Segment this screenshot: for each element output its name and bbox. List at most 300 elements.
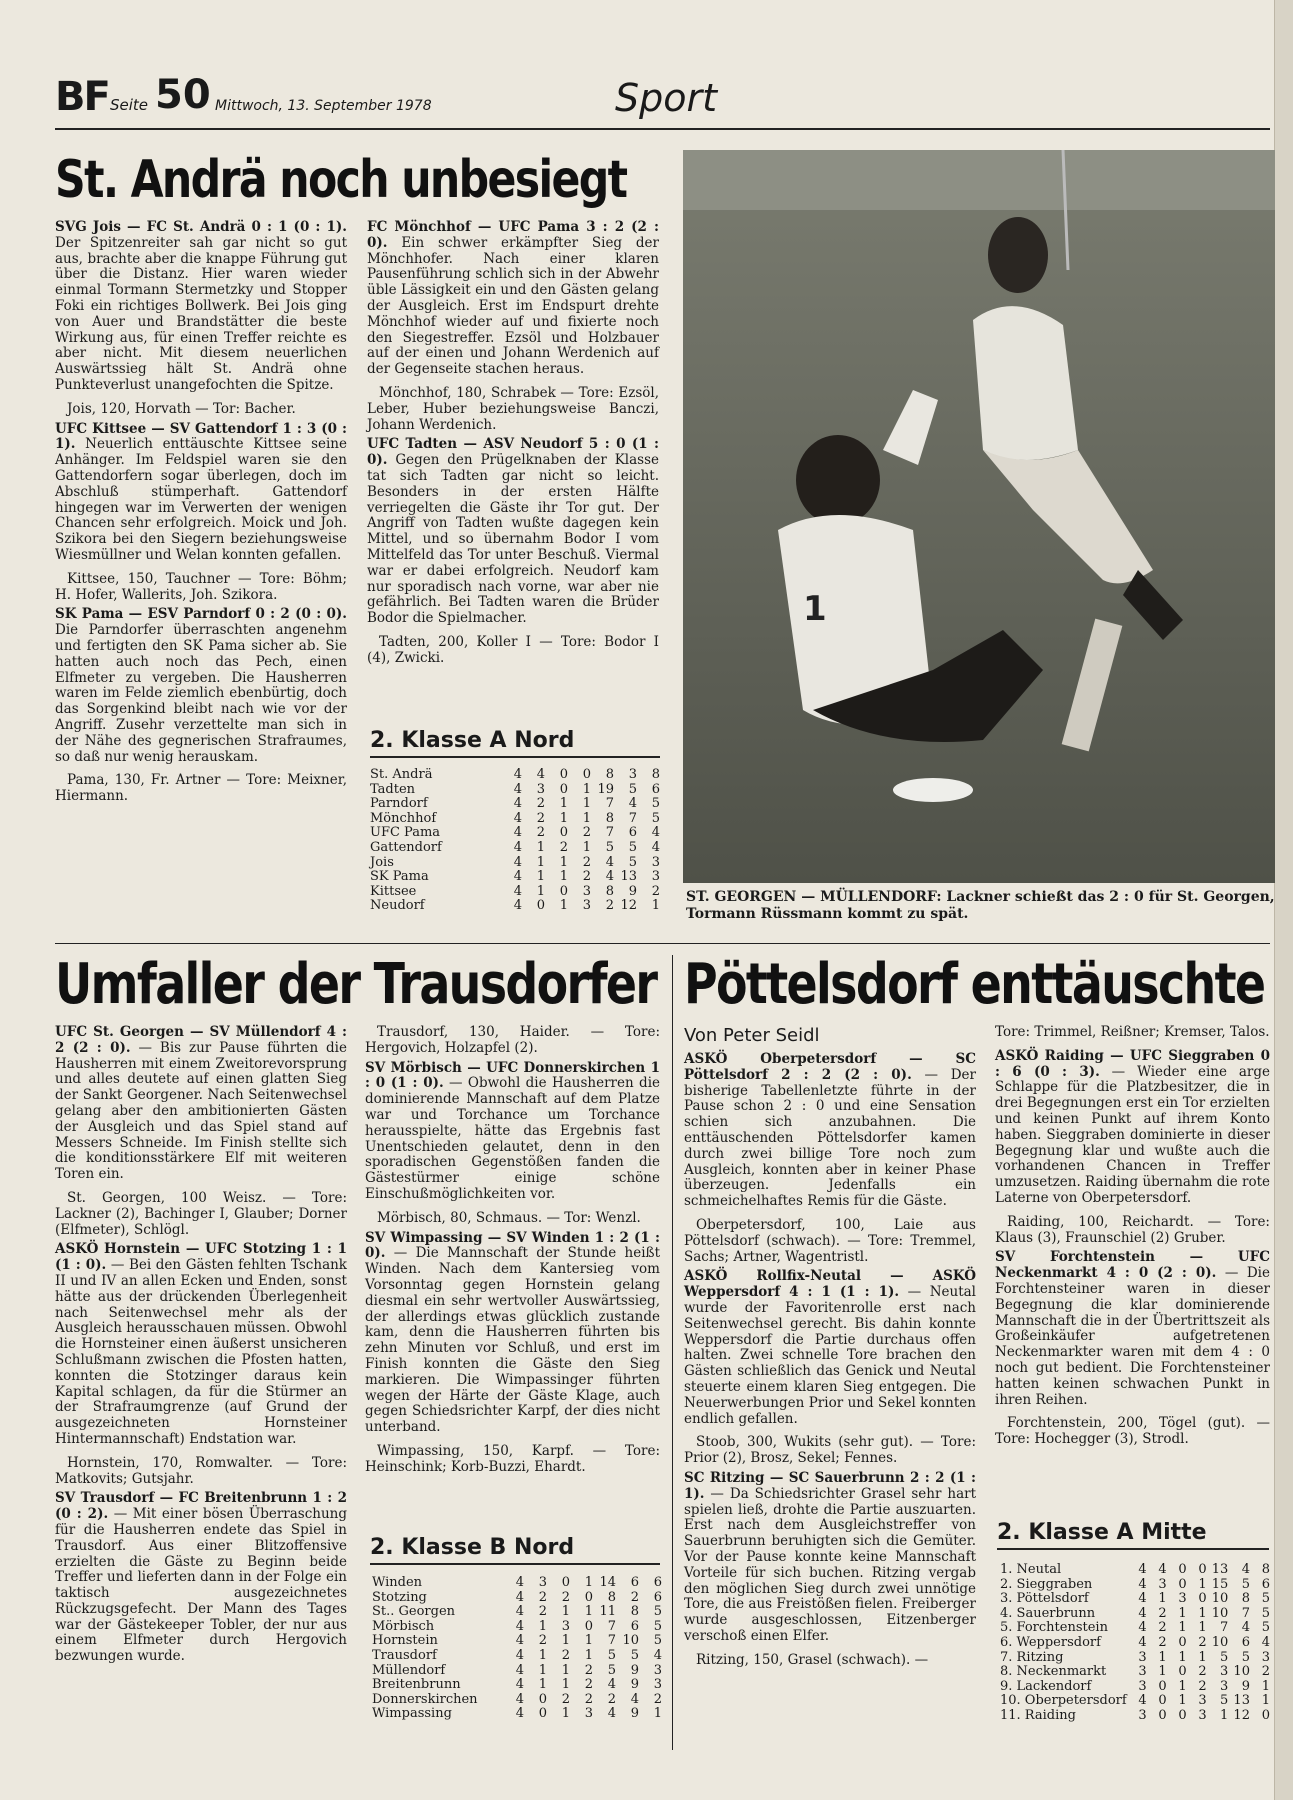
paragraph-text: St. Georgen, 100 Weisz. — Tore: Lackner (2), Bachinger I, Glauber; Dorner (Elfmeter), Schlögl. — [55, 1189, 347, 1238]
match-result-lead: ASKÖ Hornstein — UFC Stotzing 1 : 1 (1 : 0). — [55, 1241, 347, 1274]
table-cell: 13 — [1211, 1562, 1229, 1577]
table-cell: 1 — [1178, 1605, 1187, 1621]
table-cell: 7 — [605, 825, 614, 841]
table-cell: 5 — [653, 1618, 662, 1634]
table-cell: 2 — [1158, 1634, 1167, 1650]
table-cell: 2 — [653, 1691, 662, 1707]
paragraph-text: Wimpassing, 150, Karpf. — Tore: Heinschink; Korb-Buzzi, Ehardt. — [365, 1442, 660, 1475]
table-cell: 5 — [630, 1647, 639, 1663]
table-cell: 4 — [1241, 1620, 1250, 1636]
table-cell: 0 — [584, 1589, 593, 1605]
paragraph — [365, 1061, 660, 1203]
table-row — [1000, 1709, 1270, 1724]
team-name: Wimpassing — [372, 1706, 452, 1722]
table-cell: 2 — [538, 1604, 547, 1620]
table-cell: 4 — [515, 1677, 524, 1693]
table-cell: 0 — [1261, 1707, 1270, 1723]
table-cell: 1 — [1178, 1649, 1187, 1665]
match-result-lead: SVG Jois — FC St. Andrä 0 : 1 (0 : 1). — [55, 219, 347, 235]
table-cell: 1 — [1198, 1605, 1207, 1621]
table-cell: 10 — [1211, 1634, 1229, 1650]
paragraph-text: Gegen den Prügelknaben der Klasse tat sich Tadten gar nicht so leicht. Besonders in der ersten Hälfte verriegelten die Gäste ihr Tor gut. Der Angriff von Tadten wußte dagegen kein Mittel, und so übernahm Bodor I vom Mittelfeld das Tor unter Beschuß. Viermal war er dabei erfolgreich. Neudorf kam nur sporadisch nach vorne, war aber nie gefährlich. Bei Tadten waren die Brüder Bodor die Spielmacher. — [367, 452, 659, 627]
article2-column-2 — [365, 1025, 660, 1480]
paragraph — [684, 1052, 976, 1210]
table-cell: 2 — [607, 1691, 616, 1707]
table-row — [370, 870, 660, 885]
table-cell: 4 — [513, 883, 522, 899]
table-cell: 5 — [1220, 1693, 1229, 1709]
table-cell: 2 — [605, 898, 614, 914]
table-cell: 4 — [515, 1647, 524, 1663]
table-cell: 9 — [630, 1677, 639, 1693]
team-name: Tadten — [370, 781, 416, 797]
photo-caption — [686, 889, 1276, 923]
paragraph-text: Trausdorf, 130, Haider. — Tore: Hergovich, Holzapfel (2). — [365, 1024, 660, 1056]
team-name: Jois — [370, 854, 394, 870]
table-cell: 9 — [1241, 1678, 1250, 1694]
team-name: 5. Forchtenstein — [1000, 1620, 1108, 1636]
table-cell: 3 — [1178, 1591, 1187, 1607]
table-cell: 1 — [582, 839, 591, 855]
table-cell: 2 — [559, 839, 568, 855]
table-cell: 3 — [1198, 1707, 1207, 1723]
table-cell: 3 — [653, 1662, 662, 1678]
article2-headline: Umfaller der Trausdorfer — [55, 952, 657, 1017]
match-result-lead: SV Trausdorf — FC Breitenbrunn 1 : 2 (0 : 2). — [55, 1490, 347, 1523]
table-cell: 1 — [1178, 1678, 1187, 1694]
paragraph — [55, 422, 347, 564]
table-cell: 2 — [1198, 1664, 1207, 1680]
table-cell: 1 — [651, 898, 660, 914]
table-cell: 1 — [1198, 1620, 1207, 1636]
table-cell: 0 — [559, 825, 568, 841]
paragraph — [365, 1025, 660, 1057]
table-cell: 0 — [1198, 1591, 1207, 1607]
table-cell: 0 — [1158, 1693, 1167, 1709]
table-cell: 0 — [1158, 1678, 1167, 1694]
table-row — [372, 1678, 662, 1693]
table-row — [372, 1664, 662, 1679]
horizontal-rule — [55, 943, 1270, 944]
table-cell: 0 — [1158, 1707, 1167, 1723]
table-cell: 1 — [584, 1604, 593, 1620]
table-row — [1000, 1592, 1270, 1607]
table-cell: 0 — [538, 1691, 547, 1707]
article1-column-1 — [55, 220, 347, 809]
table-cell: 5 — [607, 1662, 616, 1678]
table-row — [1000, 1665, 1270, 1680]
table-row — [372, 1576, 662, 1591]
paragraph-text: Tore: Trimmel, Reißner; Kremser, Talos. — [995, 1024, 1270, 1040]
table-cell: 4 — [628, 796, 637, 812]
table-cell: 4 — [605, 869, 614, 885]
table-cell: 1 — [536, 839, 545, 855]
table-cell: 5 — [628, 781, 637, 797]
table-cell: 1 — [561, 1677, 570, 1693]
table-cell: 5 — [651, 810, 660, 826]
issue-date: Mittwoch, 13. September 1978 — [215, 98, 432, 114]
table-cell: 3 — [582, 898, 591, 914]
table-cell: 6 — [653, 1575, 662, 1590]
table-cell: 14 — [599, 1575, 616, 1590]
table-cell: 7 — [1220, 1620, 1229, 1636]
paragraph — [367, 635, 659, 667]
paragraph — [55, 773, 347, 805]
table-cell: 2 — [1198, 1634, 1207, 1650]
table-cell: 1 — [584, 1647, 593, 1663]
team-name: Müllendorf — [372, 1662, 446, 1678]
table-cell: 1 — [1261, 1678, 1270, 1694]
paragraph-text: Oberpetersdorf, 100, Laie aus Pöttelsdorf (schwach). — Tore: Tremmel, Sachs; Artner, Wagentristl. — [684, 1216, 976, 1265]
table-cell: 7 — [607, 1618, 616, 1634]
photo-illustration — [683, 150, 1275, 883]
table-cell: 4 — [515, 1589, 524, 1605]
table-cell: 4 — [630, 1691, 639, 1707]
table-cell: 4 — [515, 1604, 524, 1620]
table-cell: 0 — [1178, 1664, 1187, 1680]
paragraph-text: Mönchhof, 180, Schrabek — Tore: Ezsöl, Leber, Huber beziehungsweise Banczi, Johann Werdenich. — [367, 384, 659, 433]
table-cell: 7 — [607, 1633, 616, 1649]
table-cell: 1 — [1178, 1620, 1187, 1636]
paragraph-text: Stoob, 300, Wukits (sehr gut). — Tore: Prior (2), Brosz, Sekel; Fennes. — [684, 1434, 976, 1467]
table-cell: 6 — [630, 1618, 639, 1634]
table-row — [370, 856, 660, 871]
table-cell: 4 — [513, 781, 522, 797]
team-name: 2. Sieggraben — [1000, 1576, 1093, 1592]
table-cell: 6 — [630, 1575, 639, 1590]
team-name: Mörbisch — [372, 1618, 435, 1634]
table-cell: 3 — [582, 883, 591, 899]
table-row — [1000, 1680, 1270, 1695]
table-cell: 4 — [1261, 1634, 1270, 1650]
table-cell: 1 — [1220, 1707, 1229, 1723]
table-cell: 5 — [1241, 1576, 1250, 1592]
table-cell: 6 — [628, 825, 637, 841]
table-cell: 4 — [607, 1706, 616, 1722]
paragraph — [365, 1444, 660, 1476]
table-cell: 13 — [1233, 1693, 1250, 1709]
table-cell: 5 — [628, 854, 637, 870]
table-cell: 3 — [1220, 1678, 1229, 1694]
paragraph — [995, 1049, 1270, 1207]
paragraph — [365, 1211, 660, 1227]
standings-table — [372, 1576, 662, 1722]
paragraph-text: Mörbisch, 80, Schmaus. — Tor: Wenzl. — [377, 1209, 641, 1226]
paragraph-text: — Neutal wurde der Favoritenrolle erst nach Seitenwechsel gerecht. Bis dahin konnte Weppersdorf die Partie durchaus offen halten. Zwei schnelle Tore brachen den Gästen schließlich das Genick und Neutal steuerte einem klaren Sieg entgegen. Die Neuerwerbungen Prior und Sekel konnten endlich gefallen. — [684, 1284, 976, 1427]
table-cell: 4 — [513, 796, 522, 812]
table-cell: 10 — [1233, 1664, 1250, 1680]
table-cell: 2 — [1261, 1664, 1270, 1680]
table-cell: 1 — [582, 810, 591, 826]
table-cell: 4 — [515, 1691, 524, 1707]
table-cell: 4 — [515, 1706, 524, 1722]
team-name: 9. Lackendorf — [1000, 1678, 1092, 1694]
team-name: 8. Neckenmarkt — [1000, 1664, 1107, 1680]
paragraph — [55, 1456, 347, 1488]
match-result-lead: ASKÖ Oberpetersdorf — SC Pöttelsdorf 2 : 2 (2 : 0). — [684, 1051, 976, 1083]
paragraph-text: Jois, 120, Horvath — Tor: Bacher. — [67, 400, 296, 417]
paragraph — [684, 1471, 976, 1645]
table-cell: 5 — [607, 1647, 616, 1663]
paragraph — [995, 1416, 1270, 1448]
table-cell: 1 — [1158, 1649, 1167, 1665]
team-name: Donnerskirchen — [372, 1691, 478, 1707]
table-row — [1000, 1621, 1270, 1636]
table-cell: 5 — [653, 1604, 662, 1620]
team-name: 10. Oberpetersdorf — [1000, 1693, 1127, 1709]
table-cell: 4 — [513, 810, 522, 826]
table-cell: 1 — [561, 1604, 570, 1620]
paragraph — [55, 1491, 347, 1665]
match-result-lead: SV Mörbisch — UFC Donnerskirchen 1 : 0 (1 : 0). — [365, 1059, 660, 1092]
table-cell: 9 — [630, 1706, 639, 1722]
page-header — [55, 70, 1270, 130]
table-cell: 13 — [620, 869, 637, 885]
table-cell: 1 — [536, 854, 545, 870]
table-cell: 4 — [653, 1647, 662, 1663]
table-row — [1000, 1636, 1270, 1651]
table-row — [370, 768, 660, 783]
table-row — [372, 1620, 662, 1635]
paragraph-text: Pama, 130, Fr. Artner — Tore: Meixner, Hiermann. — [55, 772, 347, 805]
table-cell: 5 — [1261, 1591, 1270, 1607]
paragraph-text: — Die Forchtensteiner waren in dieser Begegnung die klar dominierende Mannschaft die in der Übertrittszeit als Großeinkäufer aufgetretenen Neckenmarkter waren mit dem 4 : 0 noch gut bedient. Die Forchtensteiner hatten keinen schwachen Punkt in ihren Reihen. — [995, 1265, 1270, 1408]
table-cell: 2 — [561, 1589, 570, 1605]
table-cell: 2 — [584, 1691, 593, 1707]
table-cell: 12 — [620, 898, 637, 914]
table-cell: 3 — [1198, 1693, 1207, 1709]
paragraph-text: Tadten, 200, Koller I — Tore: Bodor I (4), Zwicki. — [367, 633, 659, 666]
table-row — [372, 1693, 662, 1708]
paragraph-text: Neuerlich enttäuschte Kittsee seine Anhänger. Im Feldspiel waren sie den Gattendorfern sogar überlegen, doch im Abschluß stümperhaft. Gattendorf hingegen war im Verwerten der wenigen Chancen sehr erfolgreich. Moick und Joh. Szikora bei den Siegern beziehungsweise Wiesmüllner und Welan konnten gefallen. — [55, 436, 347, 563]
paragraph — [365, 1231, 660, 1436]
paragraph — [55, 1025, 347, 1183]
table-cell: 1 — [561, 1633, 570, 1649]
table-cell: 5 — [628, 839, 637, 855]
table-cell: 4 — [515, 1575, 524, 1590]
team-name: Neudorf — [370, 898, 425, 914]
paragraph-text: Hornstein, 170, Romwalter. — Tore: Matkovits; Gutsjahr. — [55, 1454, 347, 1487]
table-cell: 2 — [536, 810, 545, 826]
paragraph-text: Der Spitzenreiter sah gar nicht so gut aus, brachte aber die knappe Führung gut über die Distanz. Hier waren wieder einmal Tormann Stermetzky und Stopper Foki ein richtiges Bollwerk. Bei Jois ging von Auer und Brandstätter die beste Wirkung aus, für einen Treffer reichte es aber nicht. Mit diesem neuerlichen Auswärtssieg hält St. Andrä ohne Punkteverlust unangefochten die Spitze. — [55, 234, 347, 393]
table-cell: 1 — [1158, 1591, 1167, 1607]
table-cell: 3 — [584, 1706, 593, 1722]
table-cell: 8 — [630, 1604, 639, 1620]
table-cell: 4 — [513, 869, 522, 885]
team-name: Stotzing — [372, 1589, 427, 1605]
table-row — [370, 783, 660, 798]
team-name: Winden — [372, 1575, 423, 1590]
table-cell: 4 — [1138, 1605, 1147, 1621]
table-cell: 2 — [584, 1662, 593, 1678]
team-name: 3. Pöttelsdorf — [1000, 1591, 1089, 1607]
table-cell: 12 — [1233, 1707, 1250, 1723]
table-cell: 1 — [538, 1618, 547, 1634]
table-cell: 1 — [561, 1662, 570, 1678]
paragraph — [55, 607, 347, 765]
table-row — [370, 899, 660, 914]
table-row — [372, 1605, 662, 1620]
table-cell: 3 — [651, 854, 660, 870]
table-cell: 6 — [1241, 1634, 1250, 1650]
paragraph — [367, 220, 659, 378]
table-cell: 8 — [607, 1589, 616, 1605]
table-cell: 4 — [515, 1662, 524, 1678]
table-cell: 0 — [559, 781, 568, 797]
table-cell: 4 — [605, 854, 614, 870]
table-cell: 4 — [1138, 1693, 1147, 1709]
table-cell: 4 — [1241, 1562, 1250, 1577]
table-cell: 2 — [1158, 1605, 1167, 1621]
table-cell: 4 — [607, 1677, 616, 1693]
paragraph — [995, 1250, 1270, 1408]
table-row — [1000, 1578, 1270, 1593]
table-cell: 0 — [561, 1575, 570, 1590]
paragraph — [55, 220, 347, 394]
svg-text:1: 1 — [803, 589, 827, 629]
table-cell: 3 — [1220, 1664, 1229, 1680]
team-name: Breitenbrunn — [372, 1677, 461, 1693]
table-cell: 19 — [597, 781, 614, 797]
paragraph-text: — Die Mannschaft der Stunde heißt Winden. Nach dem Kantersieg vom Vorsonntag gegen Hornstein gelang diesmal ein sehr wertvoller Auswärtssieg, der allerdings etwas glücklich zustande kam, denn die Hausherren führten bis zehn Minuten vor Schluß, und erst im Finish konnten die Gäste den Sieg markieren. Die Wimpassinger führten wegen der Härte der Gäste Klage, auch gegen Schiedsrichter Karpf, der dies nicht unterband. — [365, 1245, 660, 1436]
table-cell: 1 — [1178, 1693, 1187, 1709]
table-cell: 1 — [536, 869, 545, 885]
paragraph — [55, 402, 347, 418]
match-result-lead: ASKÖ Rollfix-Neutal — ASKÖ Weppersdorf 4 : 1 (1 : 1). — [684, 1268, 976, 1301]
table-cell: 3 — [536, 781, 545, 797]
match-result-lead: FC Mönchhof — UFC Pama 3 : 2 (2 : 0). — [367, 219, 659, 251]
table-cell: 5 — [1261, 1620, 1270, 1636]
team-name: Mönchhof — [370, 810, 437, 826]
table-cell: 5 — [1241, 1649, 1250, 1665]
team-name: Hornstein — [372, 1633, 438, 1649]
table-row — [1000, 1651, 1270, 1666]
match-result-lead: SV Forchtenstein — UFC Neckenmarkt 4 : 0 (2 : 0). — [995, 1249, 1270, 1282]
table-cell: 9 — [630, 1662, 639, 1678]
paragraph — [995, 1215, 1270, 1247]
section-title: Sport — [615, 76, 718, 120]
table-cell: 4 — [1138, 1620, 1147, 1636]
standings-table — [370, 768, 660, 914]
table-cell: 4 — [515, 1618, 524, 1634]
team-name: Kittsee — [370, 883, 417, 899]
table-cell: 4 — [1138, 1634, 1147, 1650]
table-cell: 1 — [538, 1647, 547, 1663]
table-cell: 8 — [605, 810, 614, 826]
table-cell: 1 — [559, 869, 568, 885]
table-cell: 8 — [651, 767, 660, 782]
table-row — [1000, 1563, 1270, 1578]
table-cell: 7 — [1241, 1605, 1250, 1621]
team-name: 4. Sauerbrunn — [1000, 1605, 1096, 1621]
match-result-lead: SK Pama — ESV Parndorf 0 : 2 (0 : 0). — [55, 606, 347, 623]
table-cell: 0 — [584, 1618, 593, 1634]
table-cell: 2 — [651, 883, 660, 899]
paragraph — [684, 1653, 976, 1669]
table-cell: 7 — [605, 796, 614, 812]
table-cell: 3 — [561, 1618, 570, 1634]
paragraph-text: Kittsee, 150, Tauchner — Tore: Böhm; H. Hofer, Wallerits, Joh. Szikora. — [55, 570, 347, 603]
byline: Von Peter Seidl — [684, 1025, 820, 1046]
table-cell: 8 — [1261, 1562, 1270, 1577]
table-cell: 10 — [1211, 1591, 1229, 1607]
team-name: Parndorf — [370, 796, 428, 812]
match-result-lead: ASKÖ Raiding — UFC Sieggraben 0 : 6 (0 : 3). — [995, 1047, 1270, 1080]
table-cell: 2 — [630, 1589, 639, 1605]
team-name: 11. Raiding — [1000, 1707, 1076, 1723]
table-cell: 8 — [1241, 1591, 1250, 1607]
paragraph — [55, 572, 347, 604]
paragraph-text: — Da Schiedsrichter Grasel sehr hart spielen ließ, drohte die Partie auszuarten. Erst nach dem Ausgleichstreffer von Sauerbrunn beruhigten sich die Gemüter. Vor der Pause konnte keine Mannschaft Vorteile für sich buchen. Ritzing vergab den möglichen Sieg durch zwei unnötige Tore, die aus Freistößen fielen. Freiberger wurde ausgeschlossen, Eitzenberger verschoß einen Elfer. — [684, 1485, 976, 1644]
team-name: UFC Pama — [370, 825, 441, 841]
paragraph — [367, 386, 659, 433]
table-cell: 2 — [536, 796, 545, 812]
paragraph-text: Forchtenstein, 200, Tögel (gut). — Tore: Hochegger (3), Strodl. — [995, 1415, 1270, 1448]
table-cell: 9 — [628, 883, 637, 899]
standings-table — [1000, 1563, 1270, 1724]
table-cell: 8 — [605, 883, 614, 899]
paragraph-text: — Bis zur Pause führten die Hausherren mit einem Zweitorevorsprung und alles deutete auf einen glatten Sieg der Sankt Georgener. Nach Seitenwechsel gelang aber den ambitionierten Gästen der Ausgleich und das Spiel stand auf Messers Schneide. Im Finish stellte sich die konditionsstärkere Elf mit weiteren Toren ein. — [55, 1039, 347, 1183]
table-cell: 2 — [582, 854, 591, 870]
table-row — [370, 841, 660, 856]
table-title: 2. Klasse B Nord — [370, 1535, 660, 1565]
table-cell: 2 — [1198, 1678, 1207, 1694]
table-cell: 1 — [538, 1662, 547, 1678]
table-cell: 4 — [536, 767, 545, 782]
table-cell: 4 — [1138, 1576, 1147, 1592]
table-cell: 3 — [653, 1677, 662, 1693]
table-cell: 4 — [1138, 1562, 1147, 1577]
paragraph-text: Ein schwer erkämpfter Sieg der Mönchhofer. Nach einer klaren Pausenführung schlich sich in der Abwehr üble Lässigkeit ein und den Gästen gelang der Ausgleich. Erst im Endspurt drehte Mönchhof wieder auf und fixierte noch den Siegestreffer. Ezsöl und Holzbauer auf der einen und Johann Werdenich auf der Gegenseite stachen heraus. — [367, 234, 659, 378]
table-cell: 4 — [651, 839, 660, 855]
table-cell: 4 — [513, 767, 522, 782]
table-cell: 1 — [582, 781, 591, 797]
table-row — [372, 1634, 662, 1649]
paragraph-text: Ritzing, 150, Grasel (schwach). — — [696, 1651, 929, 1668]
table-row — [1000, 1607, 1270, 1622]
table-cell: 4 — [1138, 1591, 1147, 1607]
table-cell: 3 — [1261, 1649, 1270, 1665]
article2-column-1 — [55, 1025, 347, 1673]
article1-column-2 — [367, 220, 659, 671]
team-name: St. Andrä — [370, 767, 433, 782]
article3-headline: Pöttelsdorf enttäuschte — [684, 952, 1265, 1017]
paragraph — [367, 437, 659, 627]
table-title: 2. Klasse A Nord — [370, 728, 660, 758]
team-name: Trausdorf — [372, 1647, 437, 1663]
paragraph — [684, 1435, 976, 1467]
table-cell: 2 — [538, 1633, 547, 1649]
table-cell: 0 — [1178, 1576, 1187, 1592]
table-cell: 1 — [561, 1706, 570, 1722]
table-cell: 2 — [536, 825, 545, 841]
table-cell: 3 — [1138, 1707, 1147, 1723]
table-cell: 6 — [653, 1589, 662, 1605]
page-edge — [1274, 0, 1293, 1800]
table-cell: 7 — [628, 810, 637, 826]
table-cell: 0 — [582, 767, 591, 782]
table-cell: 4 — [651, 825, 660, 841]
table-cell: 11 — [599, 1604, 616, 1620]
table-cell: 5 — [1261, 1605, 1270, 1621]
table-cell: 1 — [1198, 1649, 1207, 1665]
table-cell: 10 — [622, 1633, 639, 1649]
table-cell: 0 — [1178, 1707, 1187, 1723]
caption-lead: ST. GEORGEN — MÜLLENDORF: — [686, 889, 942, 905]
team-name: St.. Georgen — [372, 1604, 456, 1620]
paragraph — [684, 1218, 976, 1265]
table-row — [370, 885, 660, 900]
